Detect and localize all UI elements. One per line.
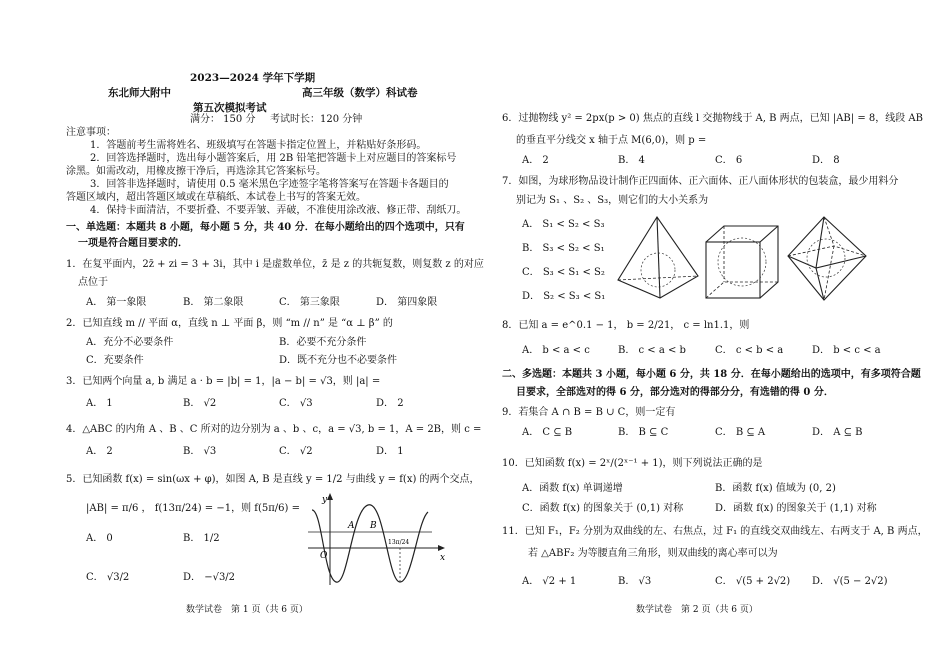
q9-option-b: B． B ⊆ C bbox=[618, 427, 669, 438]
question-11-stem: 11．已知 F₁，F₂ 分别为双曲线的左、右焦点，过 F₁ 的直线交双曲线左、右两支于 A, B 两点， bbox=[502, 526, 928, 537]
page-footer: 数学试卷 第 1 页（共 6 页） bbox=[186, 605, 308, 615]
q5-option-a: A． 0 bbox=[86, 533, 113, 544]
question-1-stem: 1．在复平面内，2z̄ + zi = 3 + 3i，其中 i 是虚数单位，z̄ 是 z 的共轭复数，则复数 z 的对应 bbox=[66, 259, 484, 270]
q8-option-b: B． c < a < b bbox=[618, 345, 686, 356]
note-line: 答题区域内，超出答题区域或在草稿纸、本试卷上书写的答案无效。 bbox=[66, 192, 366, 203]
question-7-stem: 7．如图，为球形物品设计制作正四面体、正六面体、正八面体形状的包装盒，最少用料分 bbox=[502, 176, 899, 187]
question-1-stem-cont: 点位于 bbox=[78, 277, 108, 288]
question-8-stem: 8．已知 a = e^0.1 − 1， b = 2/21， c = ln1.1，则 bbox=[502, 320, 750, 331]
q10-option-c: C．函数 f(x) 的图象关于 (0,1) 对称 bbox=[522, 503, 684, 514]
q9-option-a: A． C ⊆ B bbox=[522, 427, 573, 438]
question-11-stem-cont: 若 △ABF₂ 为等腰直角三角形，则双曲线的离心率可以为 bbox=[528, 548, 778, 559]
graph-y-label: y bbox=[322, 495, 328, 505]
question-3-stem: 3．已知两个向量 a, b 满足 a · b = |b| = 1，|a − b| = √3，则 |a| = bbox=[66, 376, 381, 387]
q3-option-c: C． √3 bbox=[279, 398, 313, 409]
q8-option-a: A． b < a < c bbox=[522, 345, 590, 356]
page-footer: 数学试卷 第 2 页（共 6 页） bbox=[636, 605, 758, 615]
q6-option-a: A． 2 bbox=[522, 155, 549, 166]
question-6-stem-cont: 的垂直平分线交 x 轴于点 M(6,0)，则 p = bbox=[516, 135, 707, 146]
q11-option-b: B． √3 bbox=[618, 576, 652, 587]
q7-option-c: C． S₃ < S₁ < S₂ bbox=[522, 267, 605, 278]
tetrahedron-figure bbox=[612, 214, 702, 304]
notes-title: 注意事项： bbox=[66, 127, 116, 138]
q8-option-c: C． c < b < a bbox=[715, 345, 784, 356]
q1-option-a: A． 第一象限 bbox=[86, 297, 147, 308]
question-6-stem: 6．过抛物线 y² = 2px(p > 0) 焦点的直线 l 交抛物线于 A, B 两点，已知 |AB| = 8，线段 AB bbox=[502, 113, 923, 124]
q7-option-a: A． S₁ < S₂ < S₃ bbox=[522, 219, 605, 230]
question-10-stem: 10．已知函数 f(x) = 2ˣ/(2ˣ⁻¹ + 1)，则下列说法正确的是 bbox=[502, 458, 763, 469]
q6-option-c: C． 6 bbox=[715, 155, 743, 166]
q2-option-a: A．充分不必要条件 bbox=[86, 337, 174, 348]
section-heading: 目要求，全部选对的得 6 分，部分选对的得部分分，有选错的得 0 分． bbox=[516, 387, 834, 398]
q10-option-d: D．函数 f(x) 的图象关于 (1,1) 对称 bbox=[715, 503, 877, 514]
q5-option-d: D． −√3/2 bbox=[183, 572, 236, 583]
graph-mark-label: 13π/24 bbox=[388, 539, 410, 546]
q3-option-b: B． √2 bbox=[183, 398, 217, 409]
school-name: 东北师大附中 bbox=[108, 87, 171, 99]
cube-figure bbox=[702, 222, 782, 302]
question-9-stem: 9．若集合 A ∩ B = B ∪ C，则一定有 bbox=[502, 407, 676, 418]
q10-option-a: A．函数 f(x) 单调递增 bbox=[522, 483, 623, 494]
q7-option-b: B． S₃ < S₂ < S₁ bbox=[522, 243, 605, 254]
section-heading: 二、多选题：本题共 3 小题，每小题 6 分，共 18 分．在每小题给出的选项中，有多项符合题 bbox=[502, 369, 921, 380]
exam-year: 2023—2024 学年下学期 bbox=[190, 72, 316, 84]
question-2-stem: 2．已知直线 m // 平面 α，直线 n ⊥ 平面 β，则 “m // n” 是 “α ⊥ β” 的 bbox=[66, 318, 393, 329]
q1-option-b: B． 第二象限 bbox=[183, 297, 244, 308]
graph-origin-label: O bbox=[320, 551, 328, 561]
q4-option-a: A． 2 bbox=[86, 446, 113, 457]
question-4-stem: 4．△ABC 的内角 A 、B 、C 所对的边分别为 a 、b 、c，a = √3, b = 1，A = 2B，则 c = bbox=[66, 424, 482, 435]
question-5-stem-cont: |AB| = π/6 ， f(13π/24) = −1，则 f(5π/6) = bbox=[86, 503, 300, 514]
note-line: 3．回答非选择题时，请使用 0.5 毫米黑色字迹签字笔将答案写在答题卡各题目的 bbox=[90, 179, 449, 190]
question-7-stem-cont: 别记为 S₁ 、S₂ 、S₃，则它们的大小关系为 bbox=[516, 195, 709, 206]
graph-x-label: x bbox=[440, 553, 446, 563]
q7-option-d: D． S₂ < S₃ < S₁ bbox=[522, 291, 606, 302]
q8-option-d: D． b < c < a bbox=[812, 345, 881, 356]
exam-duration: 考试时长：120 分钟 bbox=[270, 114, 363, 125]
full-score: 满分： 150 分 bbox=[190, 114, 256, 125]
grade-subject: 高三年级（数学）科试卷 bbox=[302, 87, 418, 99]
q6-option-b: B． 4 bbox=[618, 155, 645, 166]
q5-option-c: C． √3/2 bbox=[86, 572, 130, 583]
note-line: 涂黑。如需改动，用橡皮擦干净后，再选涂其它答案标号。 bbox=[66, 166, 326, 177]
note-line: 2．回答选择题时，选出每小题答案后，用 2B 铅笔把答题卡上对应题目的答案标号 bbox=[90, 153, 457, 164]
q3-option-d: D． 2 bbox=[376, 398, 404, 409]
graph-point-b: B bbox=[370, 521, 377, 531]
q5-option-b: B． 1/2 bbox=[183, 533, 220, 544]
q10-option-b: B．函数 f(x) 值域为 (0, 2) bbox=[715, 483, 836, 494]
q11-option-d: D． √(5 − 2√2) bbox=[812, 576, 888, 587]
question-5-stem: 5．已知函数 f(x) = sin(ωx + φ)，如图 A, B 是直线 y = 1/2 与曲线 y = f(x) 的两个交点， bbox=[66, 474, 480, 485]
q6-option-d: D． 8 bbox=[812, 155, 840, 166]
q1-option-c: C． 第三象限 bbox=[279, 297, 340, 308]
exam-name: 第五次模拟考试 bbox=[193, 102, 267, 114]
q2-option-d: D．既不充分也不必要条件 bbox=[279, 355, 398, 366]
note-line: 1．答题前考生需将姓名、班级填写在答题卡指定位置上，并粘贴好条形码。 bbox=[90, 140, 427, 151]
q11-option-c: C． √(5 + 2√2) bbox=[715, 576, 791, 587]
q1-option-d: D． 第四象限 bbox=[376, 297, 438, 308]
q4-option-d: D． 1 bbox=[376, 446, 404, 457]
section-heading: 一项是符合题目要求的． bbox=[78, 238, 188, 249]
q9-option-c: C． B ⊆ A bbox=[715, 427, 766, 438]
note-line: 4．保持卡面清洁，不要折叠、不要弄皱、弄破，不准使用涂改液、修正带、刮纸刀。 bbox=[90, 205, 467, 216]
q3-option-a: A． 1 bbox=[86, 398, 113, 409]
section-heading: 一、单选题：本题共 8 小题，每小题 5 分，共 40 分．在每小题给出的四个选项中，只有 bbox=[66, 222, 465, 233]
q4-option-b: B． √3 bbox=[183, 446, 217, 457]
q5-sine-graph bbox=[300, 490, 450, 590]
q2-option-b: B．必要不充分条件 bbox=[279, 337, 367, 348]
graph-point-a: A bbox=[348, 521, 355, 531]
q9-option-d: D． A ⊆ B bbox=[812, 427, 863, 438]
q4-option-c: C． √2 bbox=[279, 446, 313, 457]
q11-option-a: A． √2 + 1 bbox=[522, 576, 577, 587]
q2-option-c: C．充要条件 bbox=[86, 355, 144, 366]
octahedron-figure bbox=[782, 214, 872, 304]
